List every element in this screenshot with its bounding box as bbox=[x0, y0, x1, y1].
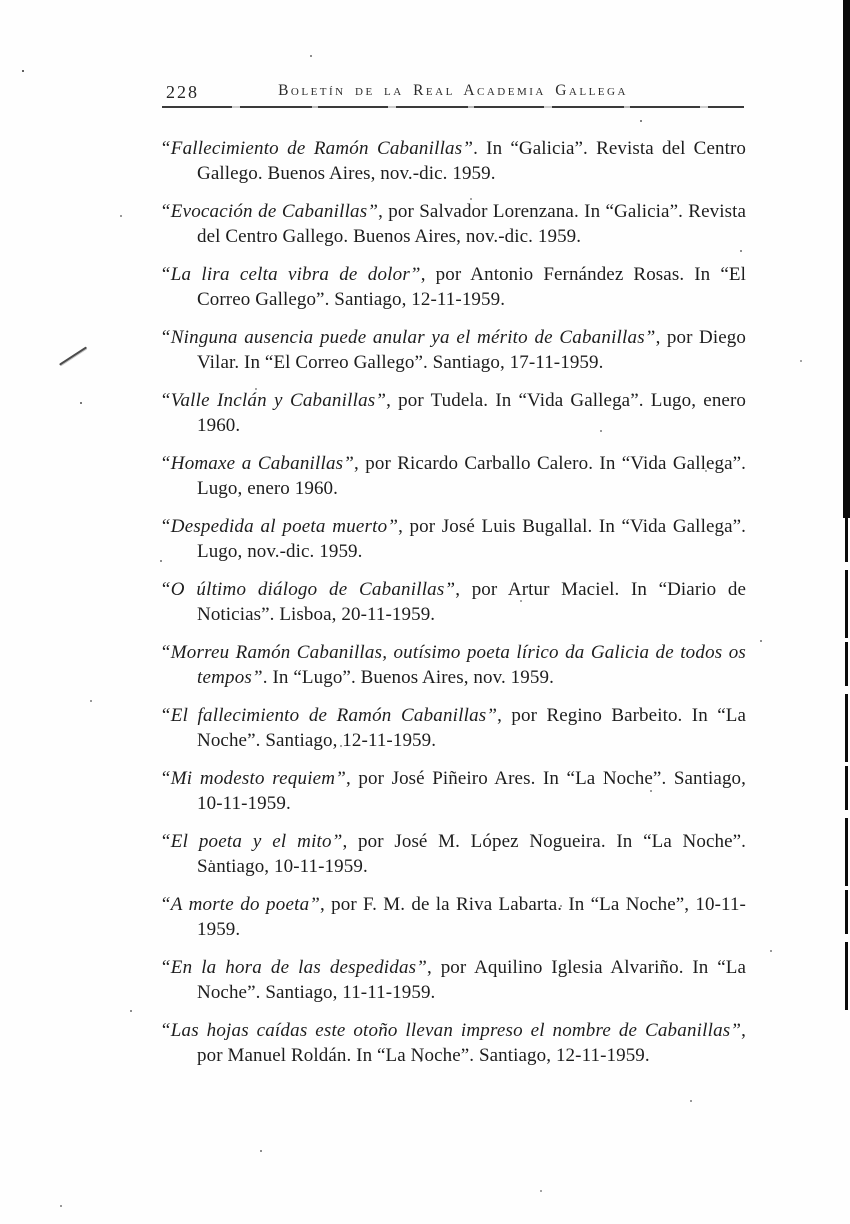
entry-title: “Fallecimiento de Ramón Cabanillas” bbox=[160, 138, 474, 159]
entry-details: , por Ricardo Carballo Calero. In “Vida Gallega”. Lugo, enero 1960. bbox=[197, 453, 747, 499]
entry-details: , por José Piñeiro Ares. In “La Noche”. Santiago, 10-11-1959. bbox=[197, 768, 746, 814]
entry-details: . In “Galicia”. Revista del Centro Gallego. Buenos Aires, nov.-dic. 1959. bbox=[197, 138, 746, 184]
bibliography-entry bbox=[160, 766, 746, 816]
entry-title: “Valle Inclán y Cabanillas” bbox=[160, 390, 387, 411]
bibliography-entry bbox=[160, 199, 746, 249]
entry-details: , por José Luis Bugallal. In “Vida Gallega”. Lugo, nov.-dic. 1959. bbox=[197, 516, 746, 562]
entry-title: “En la hora de las despedidas” bbox=[160, 957, 428, 978]
bibliography-entry bbox=[160, 325, 746, 375]
scan-edge-artifact-bottom bbox=[845, 518, 848, 1012]
scan-edge-artifact-top bbox=[843, 0, 850, 518]
entry-title: “O último diálogo de Cabanillas” bbox=[160, 579, 456, 600]
page-header bbox=[160, 82, 746, 104]
running-title: Boletín de la Real Academia Gallega bbox=[278, 82, 628, 99]
entry-title: “Evocación de Cabanillas” bbox=[160, 201, 379, 222]
entry-title: “El fallecimiento de Ramón Cabanillas” bbox=[160, 705, 498, 726]
entry-details: , por F. M. de la Riva Labarta. In “La Noche”, 10-11-1959. bbox=[197, 894, 746, 940]
entry-title: “A morte do poeta” bbox=[160, 894, 321, 915]
entry-title: “El poeta y el mito” bbox=[160, 831, 343, 852]
bibliography-entry bbox=[160, 388, 746, 438]
entry-title: “Morreu Ramón Cabanillas, outísimo poeta lírico da Galicia de todos os tempos” bbox=[160, 642, 746, 688]
bibliography-list bbox=[160, 136, 746, 1068]
page-content bbox=[160, 82, 746, 1081]
entry-details: , por Manuel Roldán. In “La Noche”. Santiago, 12-11-1959. bbox=[197, 1020, 746, 1066]
bibliography-entry bbox=[160, 1018, 746, 1068]
bibliography-entry bbox=[160, 514, 746, 564]
bibliography-entry bbox=[160, 829, 746, 879]
entry-title: “Despedida al poeta muerto” bbox=[160, 516, 399, 537]
bibliography-entry bbox=[160, 451, 746, 501]
entry-details: , por Regino Barbeito. In “La Noche”. Santiago, 12-11-1959. bbox=[197, 705, 746, 751]
entry-details: , por Salvador Lorenzana. In “Galicia”. Revista del Centro Gallego. Buenos Aires, nov.-dic. 1959. bbox=[197, 201, 746, 247]
entry-details: , por Diego Vilar. In “El Correo Gallego”. Santiago, 17-11-1959. bbox=[197, 327, 746, 373]
entry-title: “Mi modesto requiem” bbox=[160, 768, 347, 789]
pencil-mark bbox=[59, 346, 87, 365]
entry-details: . In “Lugo”. Buenos Aires, nov. 1959. bbox=[262, 667, 554, 688]
entry-title: “Las hojas caídas este otoño llevan impreso el nombre de Cabanillas” bbox=[160, 1020, 742, 1041]
bibliography-entry bbox=[160, 262, 746, 312]
entry-details: , por Tudela. In “Vida Gallega”. Lugo, enero 1960. bbox=[197, 390, 746, 436]
entry-title: “Ninguna ausencia puede anular ya el mérito de Cabanillas” bbox=[160, 327, 656, 348]
paper-specks bbox=[0, 0, 2, 2]
entry-title: “Homaxe a Cabanillas” bbox=[160, 453, 355, 474]
header-rule bbox=[162, 106, 744, 108]
entry-details: , por Antonio Fernández Rosas. In “El Correo Gallego”. Santiago, 12-11-1959. bbox=[197, 264, 746, 310]
entry-details: , por Aquilino Iglesia Alvariño. In “La Noche”. Santiago, 11-11-1959. bbox=[197, 957, 746, 1003]
entry-title: “La lira celta vibra de dolor” bbox=[160, 264, 421, 285]
entry-details: , por José M. López Nogueira. In “La Noche”. Santiago, 10-11-1959. bbox=[197, 831, 747, 877]
bibliography-entry bbox=[160, 703, 746, 753]
bibliography-entry bbox=[160, 136, 746, 186]
page-number: 228 bbox=[166, 82, 199, 102]
bibliography-entry bbox=[160, 892, 746, 942]
bibliography-entry bbox=[160, 640, 746, 690]
bibliography-entry bbox=[160, 955, 746, 1005]
bibliography-entry bbox=[160, 577, 746, 627]
entry-details: , por Artur Maciel. In “Diario de Noticias”. Lisboa, 20-11-1959. bbox=[197, 579, 746, 625]
